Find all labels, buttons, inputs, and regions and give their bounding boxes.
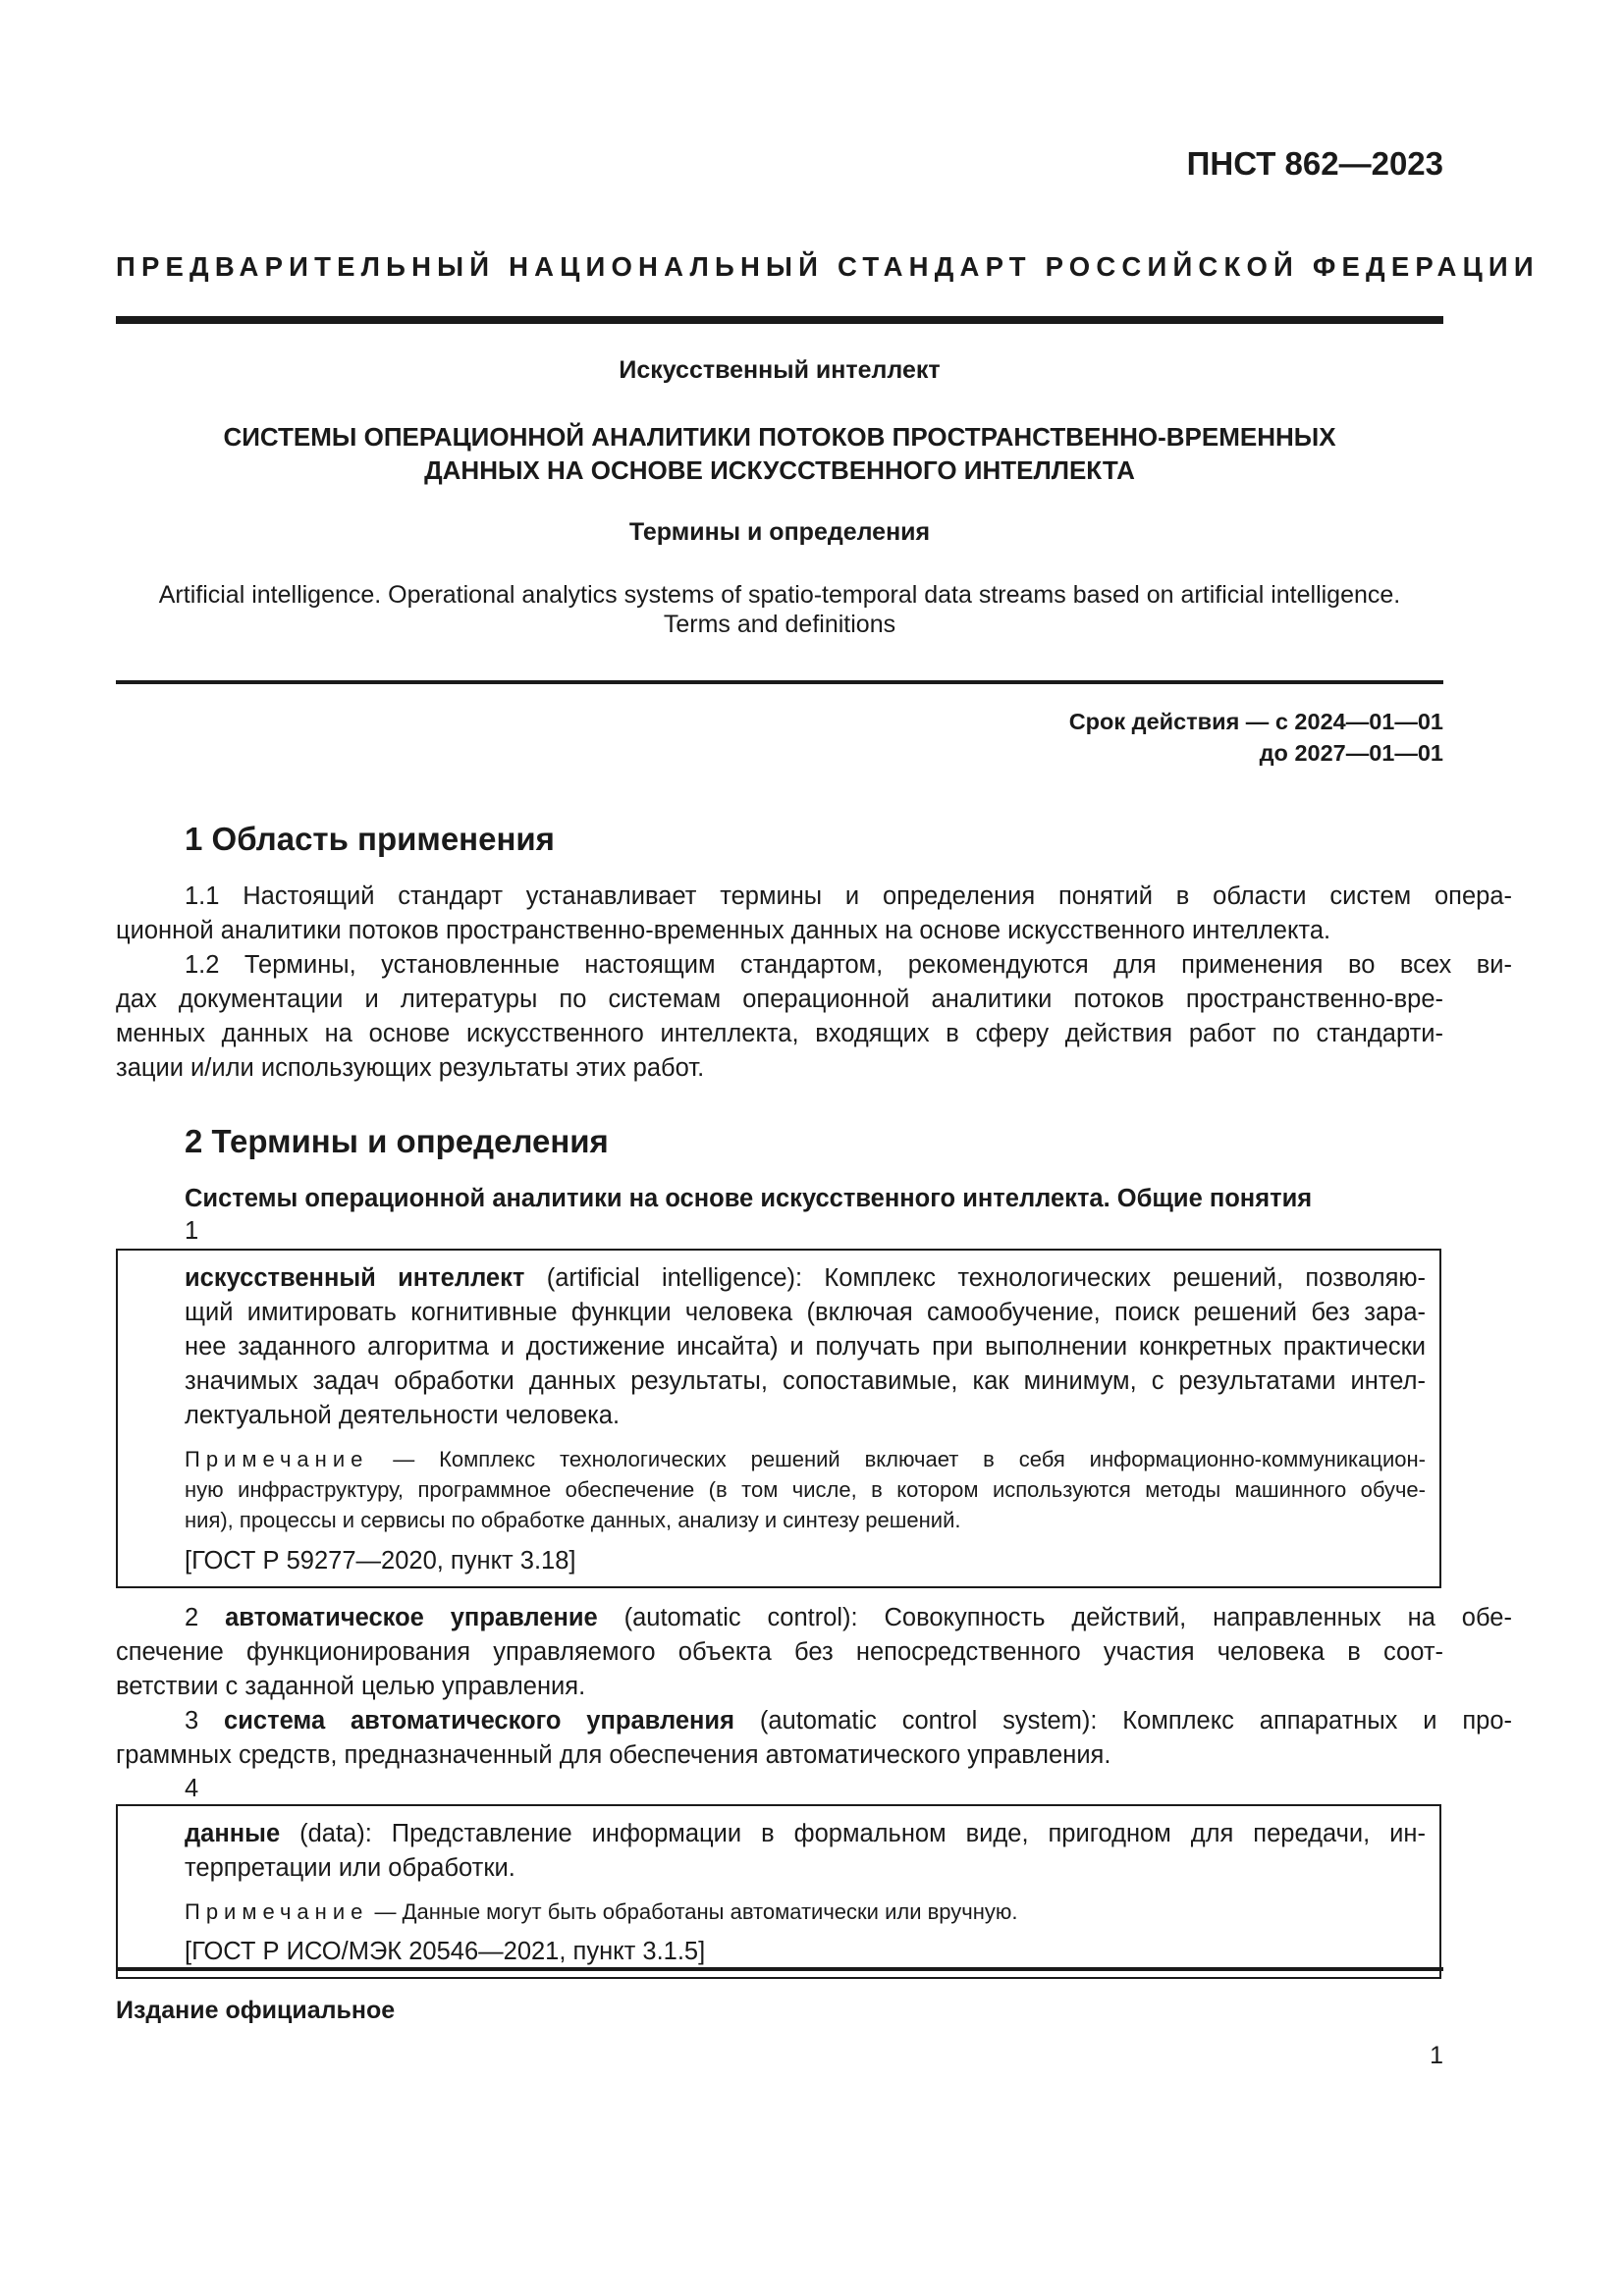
- footer-divider: [116, 1967, 1443, 1971]
- subsection-title: Системы операционной аналитики на основе искусственного интеллекта. Общие понятия: [185, 1185, 1313, 1212]
- edition-label: Издание официальное: [116, 1997, 396, 2024]
- term-3-definition-start: (automatic control system): Комплекс аппаратных и про-: [734, 1707, 1513, 1735]
- term-2-number: 2: [185, 1604, 199, 1631]
- term-1-reference: [ГОСТ Р 59277—2020, пункт 3.18]: [185, 1547, 576, 1575]
- term-1-note-start: — Комплекс технологических решений включает в себя информационно-коммуникацион-: [368, 1447, 1426, 1471]
- note-label: Примечание: [185, 1899, 369, 1924]
- term-4-box: [116, 1804, 1441, 1979]
- term-4-number: 4: [185, 1775, 199, 1802]
- term-1-note-line: ную инфраструктуру, программное обеспечение (в том числе, в котором используются методы машинного обуче-: [185, 1477, 1426, 1502]
- section-1-title: 1 Область применения: [185, 821, 555, 857]
- main-title-line-2: ДАННЫХ НА ОСНОВЕ ИСКУССТВЕННОГО ИНТЕЛЛЕКТА: [424, 455, 1135, 485]
- term-4-reference: [ГОСТ Р ИСО/МЭК 20546—2021, пункт 3.1.5]: [185, 1938, 706, 1965]
- term-1-note-line: [185, 1447, 1426, 1472]
- standard-category: ПРЕДВАРИТЕЛЬНЫЙ НАЦИОНАЛЬНЫЙ СТАНДАРТ РОССИЙСКОЙ ФЕДЕРАЦИИ: [116, 251, 1540, 282]
- term-1-term: искусственный интеллект: [185, 1264, 525, 1292]
- title-divider: [116, 680, 1443, 684]
- validity-to: до 2027—01—01: [1259, 740, 1443, 766]
- term-3-term: система автоматического управления: [224, 1707, 734, 1735]
- term-4-definition-start: (data): Представление информации в формальном виде, пригодном для передачи, ин-: [280, 1820, 1426, 1847]
- term-4-note-line: [185, 1899, 1426, 1925]
- paragraph-line: зации и/или использующих результаты этих работ.: [116, 1054, 705, 1082]
- term-2-line: [116, 1604, 1512, 1632]
- term-1-definition-line: лектуальной деятельности человека.: [185, 1402, 621, 1429]
- paragraph-line: 1.1 Настоящий стандарт устанавливает термины и определения понятий в области систем опера-: [185, 882, 1512, 910]
- header-divider: [116, 316, 1443, 324]
- term-3-definition-line: граммных средств, предназначенный для обеспечения автоматического управления.: [116, 1741, 1111, 1769]
- paragraph-line: ционной аналитики потоков пространственно-временных данных на основе искусственного интеллекта.: [116, 917, 1331, 944]
- term-1-number: 1: [185, 1217, 199, 1245]
- term-2-definition-start: (automatic control): Совокупность действий, направленных на обе-: [597, 1604, 1512, 1631]
- paragraph-line: менных данных на основе искусственного интеллекта, входящих в сферу действия работ по стандарти-: [116, 1020, 1443, 1047]
- term-4-definition-line: терпретации или обработки.: [185, 1854, 515, 1882]
- page-number: 1: [1430, 2042, 1443, 2069]
- term-1-box: [116, 1249, 1441, 1588]
- term-1-definition-line: [185, 1264, 1426, 1293]
- term-1-definition-line: щий имитировать когнитивные функции человека (включая самообучение, поиск решений без зара-: [185, 1299, 1426, 1326]
- term-2-definition-line: ветствии с заданной целью управления.: [116, 1673, 586, 1700]
- term-1-definition-line: нее заданного алгоритма и достижение инсайта) и получать при выполнении конкретных практически: [185, 1333, 1426, 1361]
- term-3-line: [116, 1707, 1512, 1735]
- term-3-number: 3: [185, 1707, 199, 1735]
- paragraph-line: дах документации и литературы по системам операционной аналитики потоков пространственно-вре-: [116, 986, 1443, 1013]
- validity-from: Срок действия — с 2024—01—01: [1068, 709, 1443, 734]
- english-title-line-1: Artificial intelligence. Operational analytics systems of spatio-temporal data streams based on artificial intelligence.: [158, 581, 1401, 609]
- document-topic: Искусственный интеллект: [619, 356, 941, 384]
- note-label: Примечание: [185, 1447, 369, 1471]
- term-4-term: данные: [185, 1820, 281, 1847]
- term-1-definition-start: (artificial intelligence): Комплекс технологических решений, позволяю-: [524, 1264, 1426, 1292]
- section-2-title: 2 Термины и определения: [185, 1123, 609, 1159]
- document-subtitle: Термины и определения: [628, 518, 931, 546]
- term-2-term: автоматическое управление: [225, 1604, 598, 1631]
- term-1-definition-line: значимых задач обработки данных результаты, сопоставимые, как минимум, с результатами интел-: [185, 1367, 1426, 1395]
- term-2-definition-line: спечение функционирования управляемого объекта без непосредственного участия человека в соот-: [116, 1638, 1443, 1666]
- term-4-note-text: — Данные могут быть обработаны автоматически или вручную.: [368, 1899, 1018, 1924]
- term-1-note-line: ния), процессы и сервисы по обработке данных, анализу и синтезу решений.: [185, 1508, 961, 1532]
- paragraph-line: 1.2 Термины, установленные настоящим стандартом, рекомендуются для применения во всех ви-: [185, 951, 1512, 979]
- term-4-definition-line: [185, 1820, 1426, 1848]
- main-title-line-1: СИСТЕМЫ ОПЕРАЦИОННОЙ АНАЛИТИКИ ПОТОКОВ ПРОСТРАНСТВЕННО-ВРЕМЕННЫХ: [223, 422, 1336, 452]
- english-title-line-2: Terms and definitions: [663, 611, 896, 638]
- standard-number: ПНСТ 862—2023: [1186, 145, 1443, 182]
